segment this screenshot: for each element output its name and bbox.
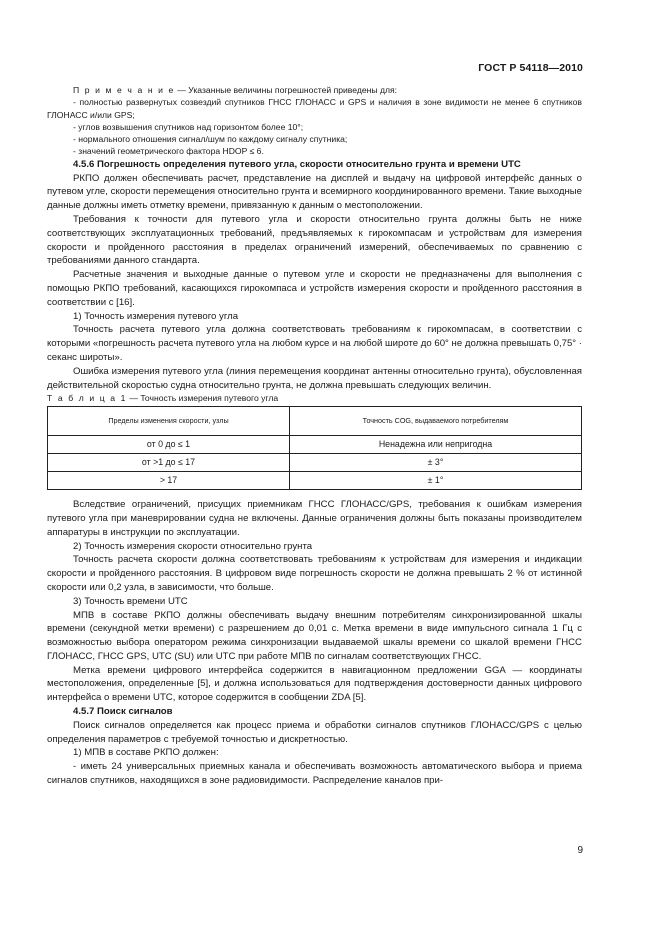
list-item-title: 3) Точность времени UTC [73,595,188,607]
table-header-cell: Пределы изменения скорости, узлы [48,407,290,436]
speed-accuracy-table [47,406,582,490]
table-header-cell: Точность COG, выдаваемого потребителям [290,407,582,436]
paragraph: Метка времени цифрового интерфейса содержится в навигационном предложении GGA — координаты местоположения, определенные [5], и должна использоваться для подтверждения достоверности данных цифрового интерфейса о времени UTC, которое содержится в сообщении ZDA [5]. [47,664,582,704]
section-4-5-7-heading: 4.5.7 Поиск сигналов [73,706,173,718]
table-cell: ± 1° [290,472,582,490]
table-caption-label: Т а б л и ц а 1 [47,393,127,404]
page-content [47,84,582,788]
table-cell: > 17 [48,472,290,490]
table-row [48,454,582,472]
page-number: 9 [577,845,583,856]
note-item-2: - углов возвышения спутников над горизонтом более 10°; [73,121,304,132]
note-item-3: - нормального отношения сигнал/шум по каждому сигналу спутника; [73,134,348,145]
list-item-title: 2) Точность измерения скорости относительно грунта [73,540,313,552]
table-cell: ± 3° [290,454,582,472]
table-cell: Ненадежна или непригодна [290,436,582,454]
table-caption [47,392,582,406]
section-4-5-6-heading: 4.5.6 Погрешность определения путевого угла, скорости относительно грунта и времени UTC [73,158,521,170]
paragraph: - иметь 24 универсальных приемных канала и обеспечивать возможность автоматического выбора и приема сигналов спутников, находящихся в зоне радиовидимости. Распределение каналов при- [47,761,582,787]
table-caption-text: — Точность измерения путевого угла [126,393,279,404]
paragraph: Ошибка измерения путевого угла (линия перемещения координат антенны относительно грунта), обусловленная действительной скоростью судна относительно грунта, не должна превышать следующих величин. [47,365,582,391]
table-cell: от 0 до ≤ 1 [48,436,290,454]
paragraph: МПВ в составе РКПО должны обеспечивать выдачу внешним потребителям синхронизированной шкалы времени (секундной метки времени) с разрешением до 0,01 с. Метка времени в виде импульсного сигнала 1 Гц с возможностью выбора оператором режима синхронизации выдаваемой шкалы времени со шкалой времени ГНСС ГЛОНАСС, ГНСС GPS, UTC (SU) или UTC при работе МПВ по сигналам соответствующих ГНСС. [47,609,582,662]
standard-header: ГОСТ Р 54118—2010 [478,62,583,74]
paragraph: Точность расчета путевого угла должна соответствовать требованиям к гирокомпасам, в соответствии с которыми «погрешность расчета путевого угла на любом курсе и на любой широте до 60° не должна превышать 0,75° · секанс широты». [47,324,583,363]
list-item-title: 1) Точность измерения путевого угла [73,310,239,322]
list-item-title: 1) МПВ в составе РКПО должен: [73,747,219,759]
table-header-row [48,407,582,436]
paragraph: Требования к точности для путевого угла и скорости относительно грунта должны быть не ниже соответствующих эксплуатационных требований, предъявляемых к гирокомпасам и устройствам для измерения скорости и пройденного расстояния в пределах ограничений измерений, обеспечиваемых по сравнению с требованиями данного стандарта. [47,213,582,267]
paragraph: Точность расчета скорости должна соответствовать требованиям к устройствам для измерения и индикации скорости и пройденного расстояния. В цифровом виде погрешность скорости не должна превышать 2 % от истинной скорости или 0,2 узла, в зависимости, что больше. [47,554,582,593]
paragraph: РКПО должен обеспечивать расчет, представление на дисплей и выдачу на цифровой интерфейс данных о путевом угле, скорости перемещения относительно грунта и всемирного координированного времени. Такие выходные данные должны иметь отметку времени, привязанную к данным о местоположении. [47,172,582,212]
note-intro [47,84,582,96]
note-item-4: - значений геометрического фактора HDOP ≤ 6. [73,146,264,157]
paragraph: Расчетные значения и выходные данные о путевом угле и скорости не предназначены для выполнения с помощью РКПО требований, касающихся гирокомпаса и устройств измерения скорости и пройденного расстояния в соответствии с [16]. [47,269,582,308]
note-item-1: - полностью развернутых созвездий спутников ГНСС ГЛОНАСС и GPS и наличия в зоне видимости не менее 6 спутников ГЛОНАСС и/или GPS; [47,97,582,120]
paragraph: Вследствие ограничений, присущих приемникам ГНСС ГЛОНАСС/GPS, требования к ошибкам измерения путевого угла при маневрировании судна не включены. Данные ограничения должны быть показаны производителем аппаратуры в инструкции по эксплуатации. [47,499,582,538]
note-intro-text: — Указанные величины погрешностей приведены для: [174,85,398,95]
table-row [48,472,582,490]
table-cell: от >1 до ≤ 17 [48,454,290,472]
paragraph: Поиск сигналов определяется как процесс приема и обработки сигналов спутников ГЛОНАСС/GPS с целью определения параметров с требуемой точностью и дискретностью. [47,719,582,745]
table-row [48,436,582,454]
note-label: П р и м е ч а н и е [73,85,175,95]
note-block [47,84,582,158]
